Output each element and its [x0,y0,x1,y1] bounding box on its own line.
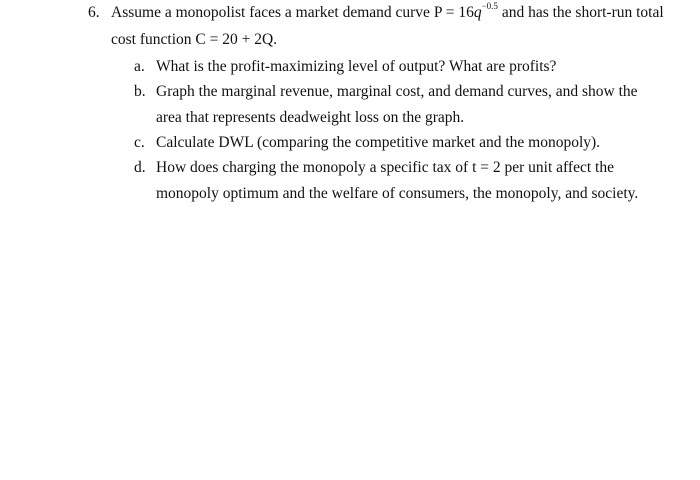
part-b-label: b. [134,83,146,100]
part-a-label: a. [134,58,145,75]
part-b-text-line2: area that represents deadweight loss on the graph. [156,109,465,126]
part-c-label: c. [134,134,145,151]
question-intro-line1 [111,0,664,23]
question-intro-variable: q [473,4,482,21]
question-intro-line2: cost function C = 20 + 2Q. [111,31,278,48]
part-d-text-line2: monopoly optimum and the welfare of consumers, the monopoly, and society. [156,185,639,202]
part-d-text-line1: How does charging the monopoly a specific tax of t = 2 per unit affect the [156,159,614,176]
question-intro-pre: Assume a monopolist faces a market demand curve P = 16 [111,4,474,21]
part-c-text: Calculate DWL (comparing the competitive market and the monopoly). [156,134,601,151]
question-intro-exponent: −0.5 [481,0,498,11]
part-b-text-line1: Graph the marginal revenue, marginal cost, and demand curves, and show the [156,83,638,100]
part-d-label: d. [134,159,146,176]
question-intro-post: and has the short-run total [497,4,664,21]
question-number: 6. [88,4,100,21]
part-a-text: What is the profit-maximizing level of output? What are profits? [156,58,557,75]
